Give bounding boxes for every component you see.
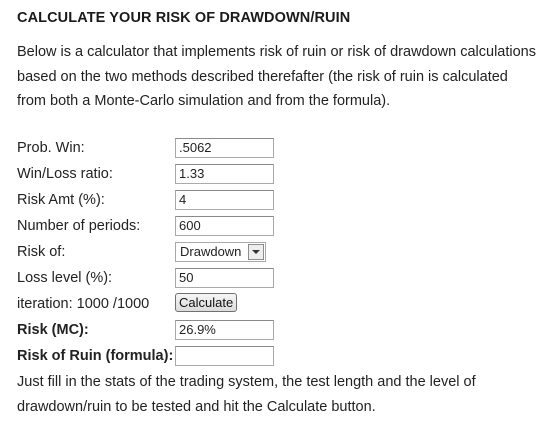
risk-of-select[interactable] [175,242,266,262]
prob-win-label: Prob. Win: [17,140,85,156]
calculate-button[interactable]: Calculate [175,293,237,312]
loss-level-label: Loss level (%): [17,270,113,286]
iteration-status: iteration: 1000 /1000 [17,296,150,312]
loss-level-input[interactable]: 50 [175,268,274,288]
prob-win-input[interactable]: .5062 [175,138,274,158]
risk-amt-input[interactable]: 4 [175,190,274,210]
risk-mc-output[interactable]: 26.9% [175,320,274,340]
num-periods-input[interactable]: 600 [175,216,274,236]
risk-amt-label: Risk Amt (%): [17,192,105,208]
win-loss-ratio-input[interactable]: 1.33 [175,164,274,184]
instructions-text: Just fill in the stats of the trading system, the test length and the level of drawdown/ruin to be tested and hit the Calculate button. [17,374,476,415]
risk-of-selected-value: Drawdown [180,244,242,259]
page-title: CALCULATE YOUR RISK OF DRAWDOWN/RUIN [17,10,351,26]
win-loss-ratio-label: Win/Loss ratio: [17,166,113,182]
intro-text: Below is a calculator that implements risk of ruin or risk of drawdown calculations based on the two methods described therefafter (the risk of ruin is calculated from both a Monte-Carlo simulation and from the formula). [17,44,536,109]
chevron-down-icon[interactable] [248,244,264,260]
risk-formula-output[interactable] [175,346,274,366]
risk-formula-label: Risk of Ruin (formula): [17,348,174,364]
risk-of-label: Risk of: [17,244,66,260]
risk-mc-label: Risk (MC): [17,322,89,338]
num-periods-label: Number of periods: [17,218,141,234]
